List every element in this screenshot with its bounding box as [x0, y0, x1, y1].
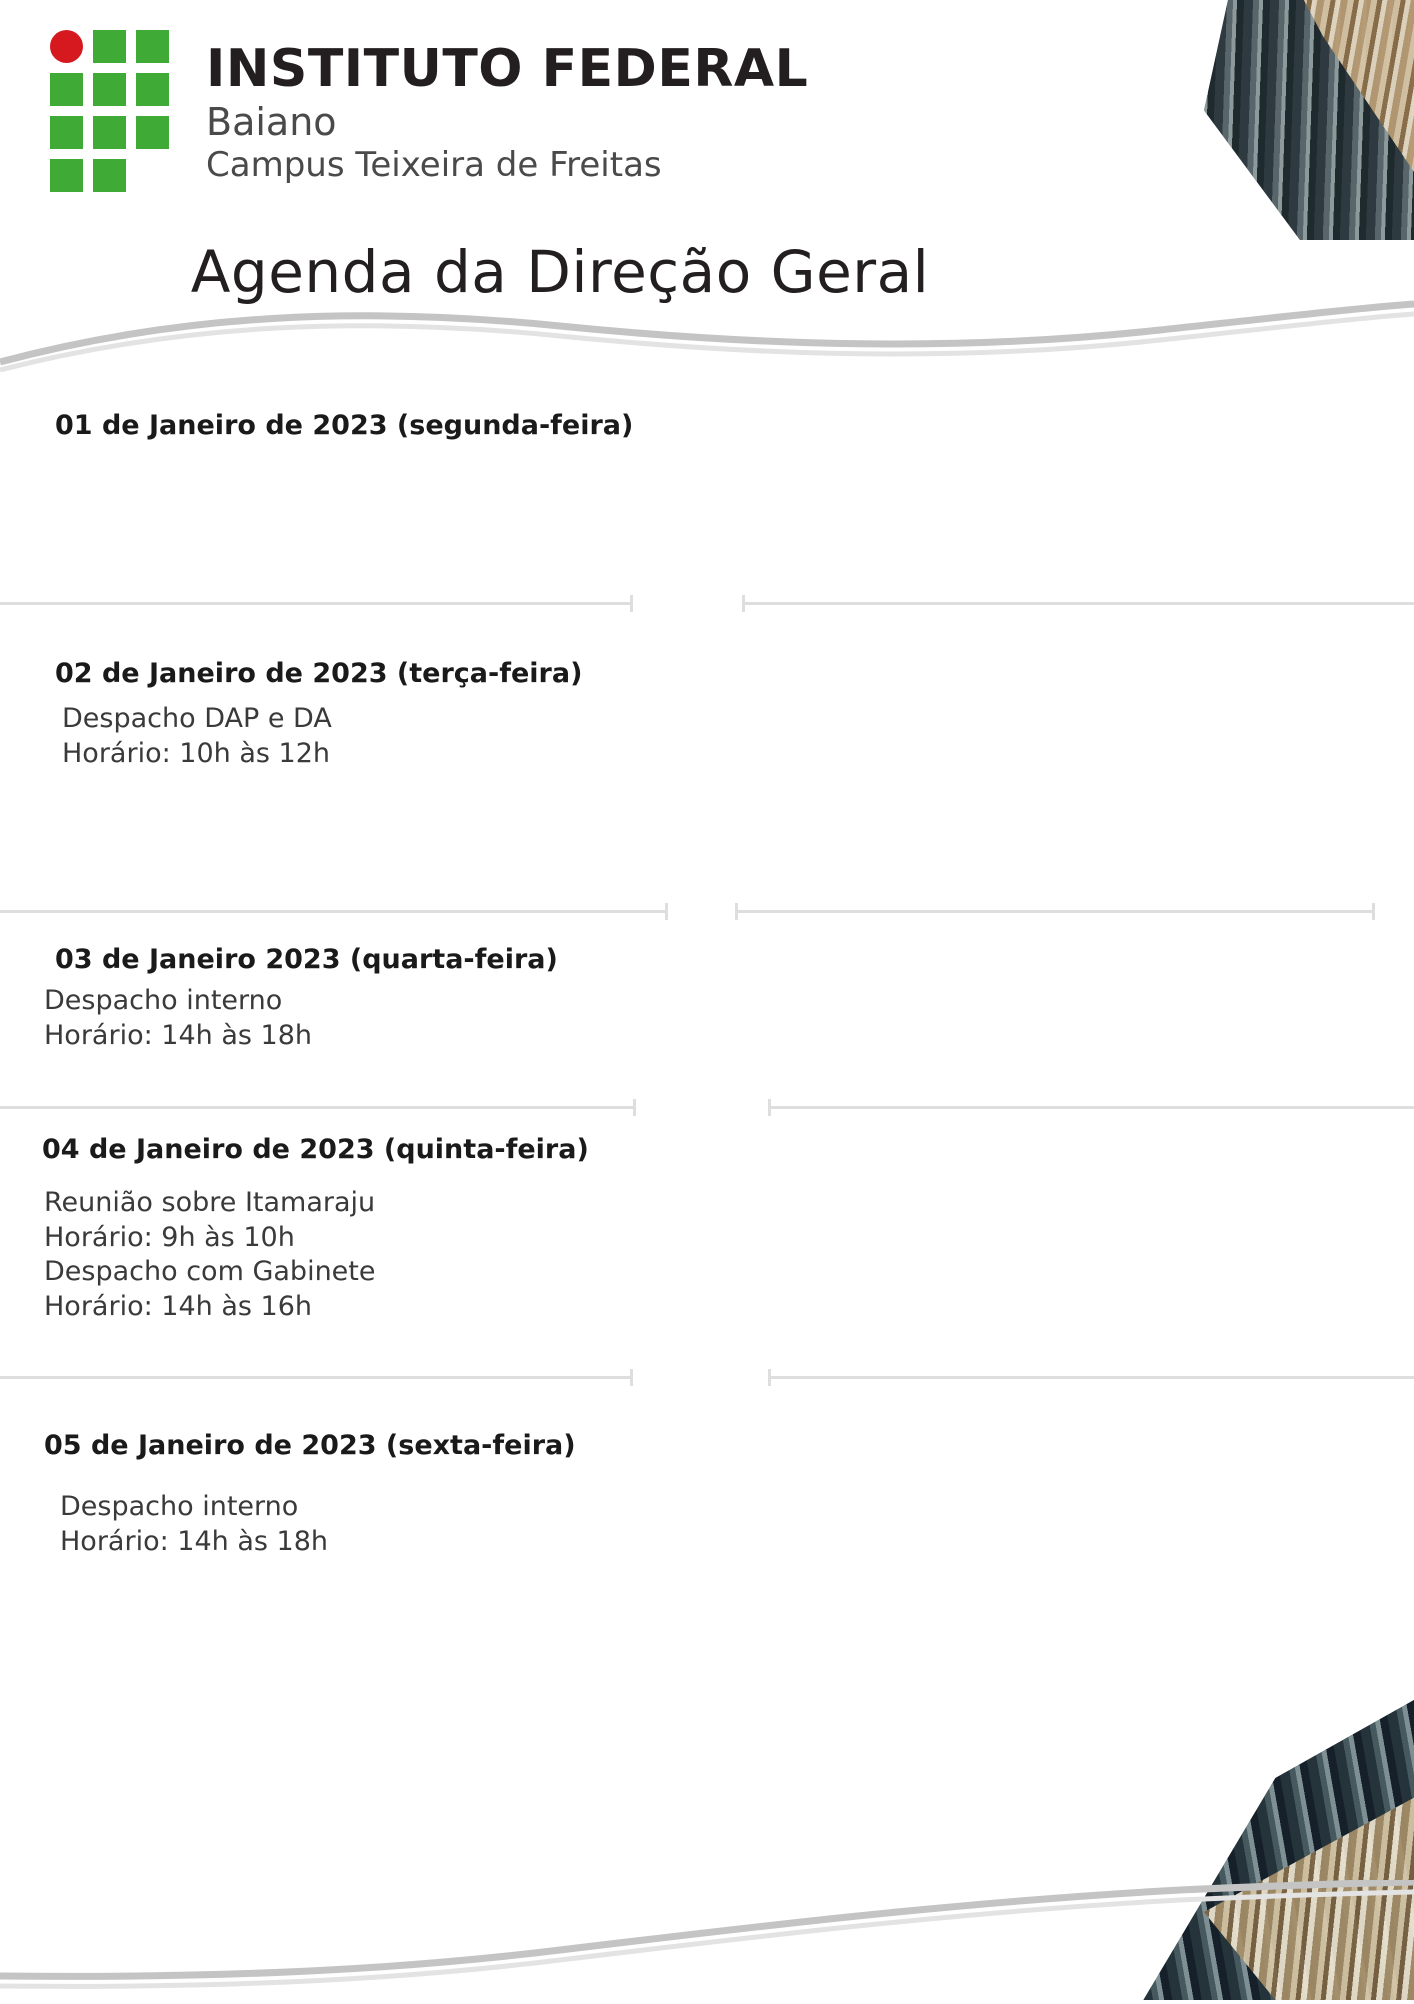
agenda-entry: Despacho interno — [60, 1491, 299, 1523]
agenda-divider — [0, 1094, 1414, 1120]
decorative-books-image-top-right — [1114, 0, 1414, 240]
agenda-day-entries — [44, 984, 1414, 1053]
wave-divider-bottom — [0, 1880, 1414, 2000]
agenda-day — [0, 1390, 1414, 1630]
agenda-day-entries — [60, 1490, 1414, 1559]
decorative-books-image-bottom-right — [1084, 1700, 1414, 2000]
agenda-list — [0, 410, 1414, 1630]
agenda-divider — [0, 590, 1414, 616]
wave-divider-top — [0, 300, 1414, 390]
agenda-day — [0, 616, 1414, 898]
agenda-entry: Reunião sobre Itamaraju — [44, 1187, 376, 1219]
agenda-entry: Despacho interno — [44, 985, 283, 1017]
books-photo-light — [1224, 0, 1414, 200]
agenda-entry: Horário: 14h às 16h — [44, 1291, 312, 1323]
institution-title: INSTITUTO FEDERAL — [206, 39, 809, 99]
instituto-federal-logo-icon — [40, 18, 170, 188]
agenda-day — [0, 924, 1414, 1094]
institution-campus: Campus Teixeira de Freitas — [206, 145, 662, 186]
agenda-divider — [0, 898, 1414, 924]
page-title: Agenda da Direção Geral — [190, 238, 930, 306]
books-photo-dark — [1114, 0, 1414, 240]
agenda-day — [0, 410, 1414, 590]
agenda-day — [0, 1120, 1414, 1364]
books-photo-dark — [1084, 1700, 1414, 2000]
institution-name-block — [206, 18, 808, 185]
agenda-day-date: 04 de Janeiro de 2023 (quinta-feira) — [42, 1134, 589, 1165]
agenda-entry: Horário: 10h às 12h — [62, 737, 330, 769]
agenda-day-date: 01 de Janeiro de 2023 (segunda-feira) — [55, 410, 634, 441]
agenda-day-entries — [44, 1186, 1414, 1324]
agenda-entry: Horário: 14h às 18h — [44, 1019, 312, 1051]
agenda-entry: Despacho com Gabinete — [44, 1256, 376, 1288]
institution-header — [40, 18, 808, 188]
institution-subtitle: Baiano — [206, 99, 337, 144]
agenda-day-date: 03 de Janeiro 2023 (quarta-feira) — [55, 944, 558, 975]
agenda-day-entries — [62, 702, 1414, 771]
agenda-entry: Horário: 14h às 18h — [60, 1525, 328, 1557]
agenda-divider — [0, 1364, 1414, 1390]
agenda-day-date: 05 de Janeiro de 2023 (sexta-feira) — [44, 1430, 576, 1461]
books-photo-light — [1204, 1780, 1414, 2000]
agenda-entry: Horário: 9h às 10h — [44, 1221, 295, 1253]
agenda-entry: Despacho DAP e DA — [62, 703, 332, 735]
agenda-day-date: 02 de Janeiro de 2023 (terça-feira) — [55, 658, 583, 689]
